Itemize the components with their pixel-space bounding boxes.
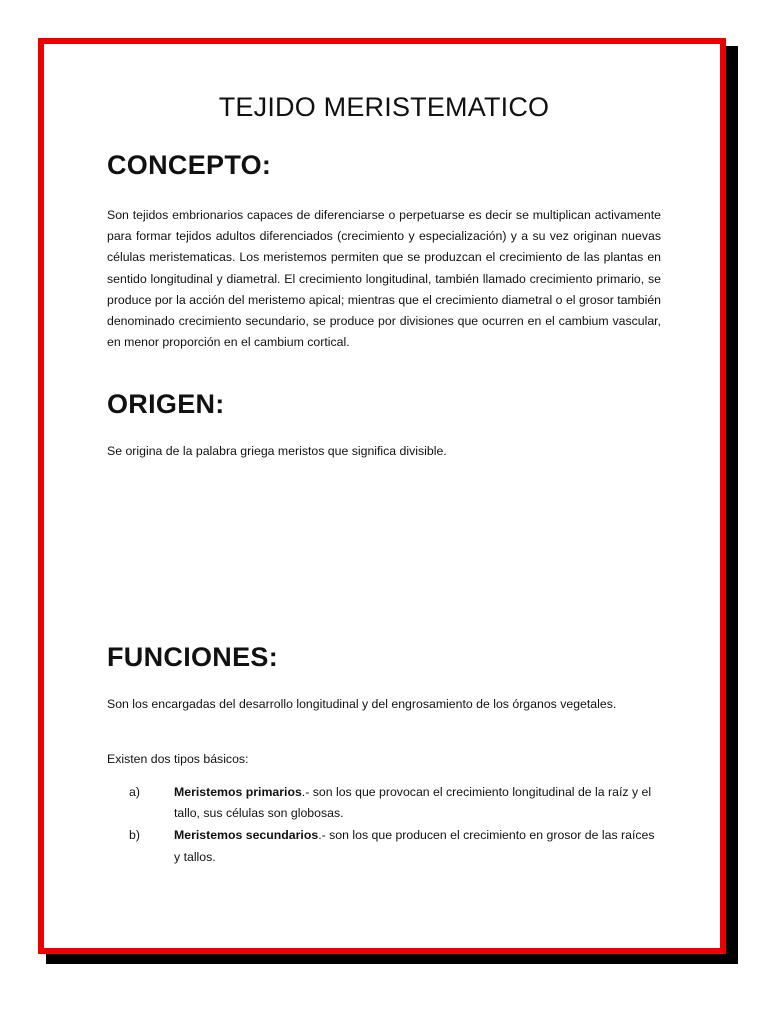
list-term: Meristemos secundarios (174, 828, 319, 843)
list-marker: b) (129, 828, 140, 843)
funciones-heading: FUNCIONES: (107, 642, 278, 672)
list-item (107, 782, 661, 824)
funciones-paragraph: Son los encargadas del desarrollo longitudinal y del engrosamiento de los órganos vegetales. (107, 697, 617, 711)
list-item (107, 825, 661, 867)
list-marker: a) (129, 785, 140, 799)
meristem-types-list (107, 782, 661, 869)
list-description: .- son los que producen el crecimiento en grosor de las raíces y tallos. (174, 828, 655, 864)
concepto-heading: CONCEPTO: (107, 150, 272, 180)
origen-paragraph: Se origina de la palabra griega meristos que significa divisible. (107, 444, 447, 458)
document-title: TEJIDO MERISTEMATICO (218, 92, 550, 122)
concepto-paragraph: Son tejidos embrionarios capaces de diferenciarse o perpetuarse es decir se multiplican activamente para formar tejidos adultos diferenciados (crecimiento y especialización) y a su vez originan nuevas células meristematicas. Los meristemos permiten que se produzcan el crecimiento de las plantas en sentido longitudinal y diametral. El crecimiento longitudinal, también llamado crecimiento primario, se produce por la acción del meristemo apical; mientras que el crecimiento diametral o el grosor también denominado crecimiento secundario, se produce por divisiones que ocurren en el cambium vascular, en menor proporción en el cambium cortical. (107, 208, 661, 350)
funciones-intro: Existen dos tipos básicos: (107, 752, 249, 766)
list-description: .- son los que provocan el crecimiento longitudinal de la raíz y el tallo, sus células son globosas. (174, 785, 652, 821)
origen-heading: ORIGEN: (107, 389, 225, 419)
list-term: Meristemos primarios (174, 785, 302, 799)
